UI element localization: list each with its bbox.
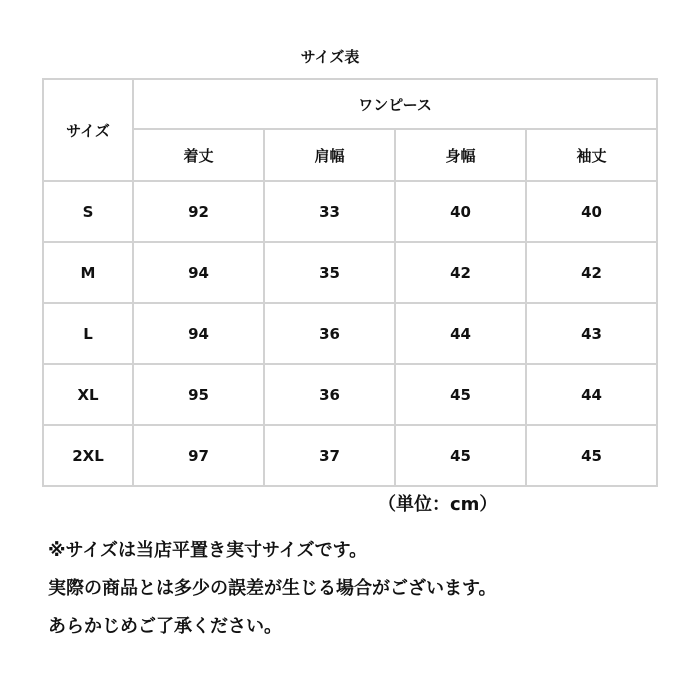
table-cell: 36 <box>264 364 395 425</box>
size-label: S <box>43 181 133 242</box>
size-column-header: サイズ <box>43 79 133 181</box>
table-cell: 94 <box>133 242 264 303</box>
column-header-sleeve: 袖丈 <box>526 129 657 181</box>
note-line: 実際の商品とは多少の誤差が生じる場合がございます。 <box>48 578 497 599</box>
table-row <box>43 242 657 303</box>
size-label: 2XL <box>43 425 133 486</box>
column-header-shoulder: 肩幅 <box>264 129 395 181</box>
table-cell: 44 <box>395 303 526 364</box>
table-cell: 44 <box>526 364 657 425</box>
table-cell: 40 <box>395 181 526 242</box>
table-cell: 45 <box>526 425 657 486</box>
table-cell: 97 <box>133 425 264 486</box>
table-cell: 45 <box>395 425 526 486</box>
size-table <box>42 78 658 487</box>
table-row <box>43 425 657 486</box>
measurement-header-row <box>43 129 657 181</box>
column-header-length: 着丈 <box>133 129 264 181</box>
table-cell: 43 <box>526 303 657 364</box>
table-row <box>43 181 657 242</box>
note-line: ※サイズは当店平置き実寸サイズです。 <box>48 540 368 561</box>
table-cell: 42 <box>395 242 526 303</box>
size-label: XL <box>43 364 133 425</box>
table-cell: 45 <box>395 364 526 425</box>
table-cell: 33 <box>264 181 395 242</box>
size-label: M <box>43 242 133 303</box>
note-line: あらかじめご了承ください。 <box>48 616 282 637</box>
table-cell: 42 <box>526 242 657 303</box>
unit-note: （単位：cm） <box>378 494 498 515</box>
notes-block <box>48 532 497 646</box>
garment-group-header: ワンピース <box>133 79 657 129</box>
table-row <box>43 364 657 425</box>
table-row <box>43 303 657 364</box>
table-cell: 94 <box>133 303 264 364</box>
table-cell: 92 <box>133 181 264 242</box>
size-label: L <box>43 303 133 364</box>
table-cell: 35 <box>264 242 395 303</box>
size-chart-title: サイズ表 <box>300 48 360 66</box>
table-cell: 40 <box>526 181 657 242</box>
table-cell: 95 <box>133 364 264 425</box>
table-cell: 36 <box>264 303 395 364</box>
table-header-row <box>43 79 657 129</box>
table-cell: 37 <box>264 425 395 486</box>
column-header-chest: 身幅 <box>395 129 526 181</box>
